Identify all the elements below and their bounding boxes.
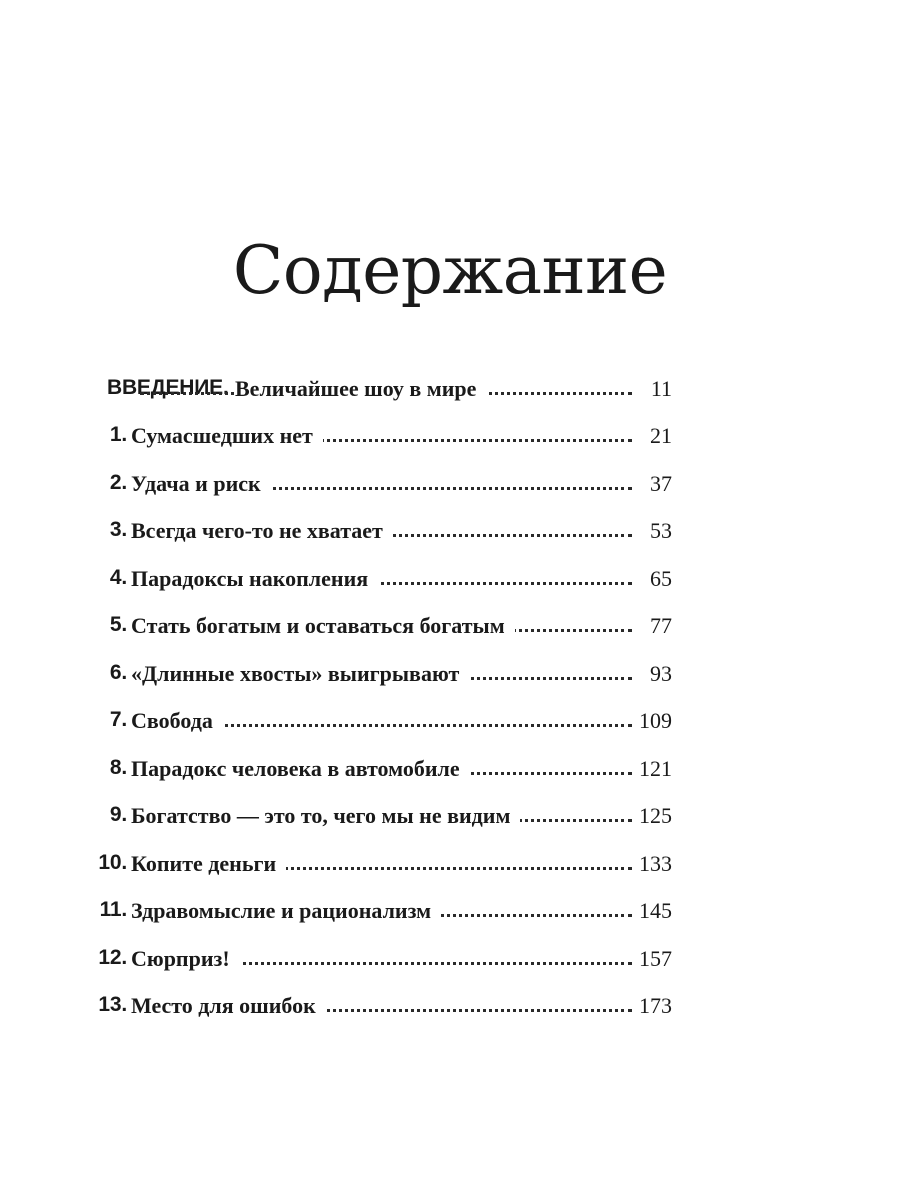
toc-entry-chapter-8[interactable] xyxy=(0,750,900,790)
toc-entry-chapter-2[interactable] xyxy=(0,465,900,505)
toc-entry-chapter-1[interactable] xyxy=(0,417,900,457)
toc-entry-chapter-12[interactable] xyxy=(0,940,900,980)
toc-entry-title: Величайшее шоу в мире xyxy=(235,376,486,402)
toc-entry-title: Копите деньги xyxy=(131,851,286,877)
toc-entry-page: 133 xyxy=(639,851,672,876)
toc-entry-page: 145 xyxy=(639,898,672,923)
toc-entry-title: Парадокс человека в автомобиле xyxy=(131,756,470,782)
toc-entry-page: 109 xyxy=(639,708,672,733)
toc-entry-title: Свобода xyxy=(131,708,223,734)
toc-entry-title: Парадоксы накопления xyxy=(131,566,378,592)
toc-entry-page: 157 xyxy=(639,946,672,971)
toc-entry-page: 11 xyxy=(650,376,672,401)
toc-entry-page: 37 xyxy=(650,471,672,496)
toc-entry-chapter-10[interactable] xyxy=(0,845,900,885)
toc-entry-page: 173 xyxy=(639,993,672,1018)
toc-entry-chapter-7[interactable] xyxy=(0,702,900,742)
toc-entry-chapter-3[interactable] xyxy=(0,512,900,552)
toc-entry-number: 9. xyxy=(109,803,127,826)
toc-entry-number: ВВЕДЕНИЕ. xyxy=(107,376,229,399)
toc-entry-chapter-6[interactable] xyxy=(0,655,900,695)
toc-entry-title: Всегда чего-то не хватает xyxy=(131,518,393,544)
toc-entry-number: 8. xyxy=(109,756,127,779)
toc-entry-number: 4. xyxy=(109,566,127,589)
toc-entry-title: Стать богатым и оставаться богатым xyxy=(131,613,515,639)
toc-entry-title: Удача и риск xyxy=(131,471,271,497)
toc-entry-number: 7. xyxy=(109,708,127,731)
toc-entry-introduction[interactable] xyxy=(0,370,900,410)
toc-entry-number: 13. xyxy=(98,993,127,1016)
toc-entry-page: 65 xyxy=(650,566,672,591)
toc-entry-title: Здравомыслие и рационализм xyxy=(131,898,441,924)
toc-entry-number: 5. xyxy=(109,613,127,636)
toc-entry-page: 53 xyxy=(650,518,672,543)
toc-entry-number: 6. xyxy=(109,661,127,684)
toc-entry-number: 12. xyxy=(98,946,127,969)
toc-entry-page: 93 xyxy=(650,661,672,686)
toc-entry-page: 21 xyxy=(650,423,672,448)
toc-entry-chapter-13[interactable] xyxy=(0,987,900,1027)
toc-entry-page: 77 xyxy=(650,613,672,638)
toc-entry-title: «Длинные хвосты» выигрывают xyxy=(131,661,469,687)
toc-entry-chapter-4[interactable] xyxy=(0,560,900,600)
page-title: Содержание xyxy=(232,232,668,309)
toc-entry-title: Богатство — это то, чего мы не видим xyxy=(131,803,520,829)
toc-entry-number: 1. xyxy=(109,423,127,446)
toc-entry-chapter-9[interactable] xyxy=(0,797,900,837)
toc-entry-page: 121 xyxy=(639,756,672,781)
toc-entry-number: 10. xyxy=(98,851,127,874)
toc-entry-title: Сумасшедших нет xyxy=(131,423,323,449)
toc-entry-title: Место для ошибок xyxy=(131,993,326,1019)
toc-entry-number: 2. xyxy=(109,471,127,494)
toc-entry-chapter-5[interactable] xyxy=(0,607,900,647)
toc-entry-chapter-11[interactable] xyxy=(0,892,900,932)
toc-entry-page: 125 xyxy=(639,803,672,828)
toc-entry-title: Сюрприз! xyxy=(131,946,240,972)
toc-entry-number: 11. xyxy=(99,898,127,921)
toc-entry-number: 3. xyxy=(109,518,127,541)
